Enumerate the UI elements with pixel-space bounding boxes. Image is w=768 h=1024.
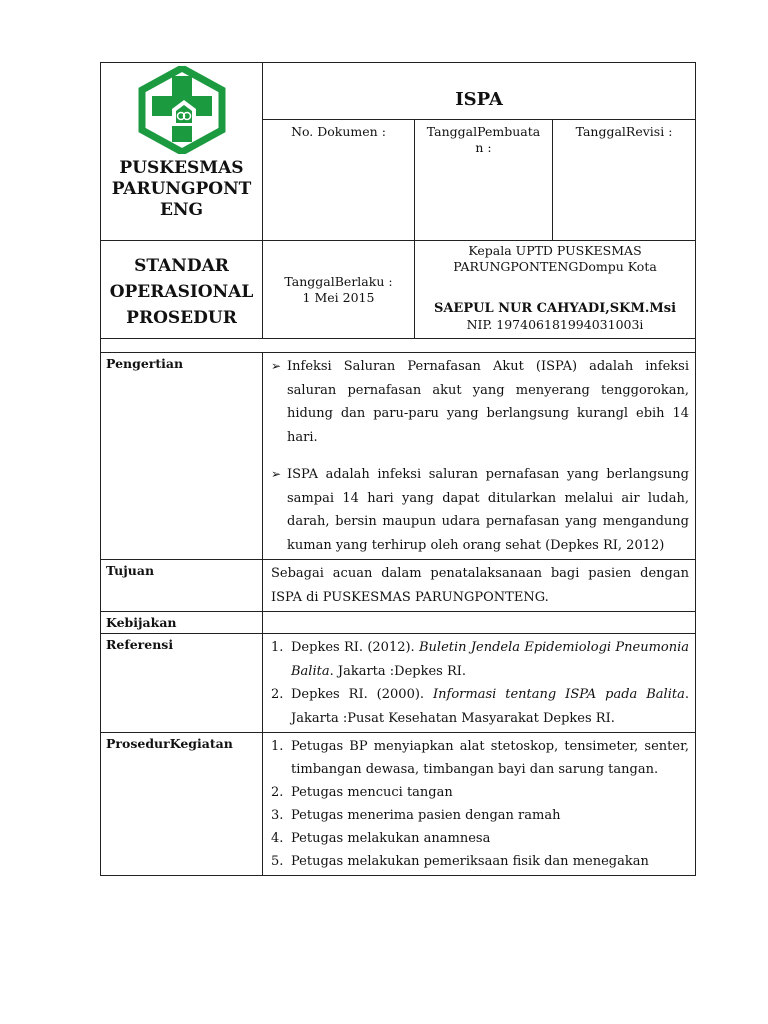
list-item: ➢ ISPA adalah infeksi saluran pernafasan yang berlangsung sampai 14 hari yang dapat ditularkan melalui air ludah, darah, bersin maupun udara pernafasan yang mengandung kuman yang terhirup oleh orang sehat (Depkes RI, 2012) xyxy=(271,463,689,557)
no-dokumen: No. Dokumen : xyxy=(263,120,415,241)
puskesmas-logo-icon xyxy=(132,66,232,154)
tujuan-content: Sebagai acuan dalam penatalaksanaan bagi pasien dengan ISPA di PUSKESMAS PARUNGPONTENG. xyxy=(263,560,696,612)
list-item: 5. Petugas melakukan pemeriksaan fisik dan menegakan xyxy=(271,854,649,869)
header-table xyxy=(100,62,696,339)
list-item: 3. Petugas menerima pasien dengan ramah xyxy=(271,808,561,823)
label-prosedur: ProsedurKegiatan xyxy=(101,733,263,876)
tanggal-revisi: TanggalRevisi : xyxy=(553,120,696,241)
kepala-name: SAEPUL NUR CAHYADI,SKM.Msi xyxy=(433,301,677,316)
kepala-nip: NIP. 197406181994031003i xyxy=(466,317,644,332)
logo-cell xyxy=(101,63,263,241)
sop-title: STANDAR OPERASIONAL PROSEDUR xyxy=(101,241,263,339)
tanggal-pembuatan: TanggalPembuata n : xyxy=(415,120,553,241)
list-item: 2. Petugas mencuci tangan xyxy=(271,785,453,800)
list-item: 4. Petugas melakukan anamnesa xyxy=(271,831,491,846)
label-referensi: Referensi xyxy=(101,634,263,733)
org-name: PUSKESMAS PARUNGPONT ENG xyxy=(111,158,252,220)
list-item: ➢ Infeksi Saluran Pernafasan Akut (ISPA) adalah infeksi saluran pernafasan akut yang menyerang tenggorokan, hidung dan paru-paru yang berlangsung kurangl ebih 14 hari. xyxy=(271,355,689,449)
list-item: 1. Petugas BP menyiapkan alat stetoskop, tensimeter, senter, timbangan dewasa, timbangan bayi dan sarung tangan. xyxy=(271,739,689,777)
referensi-content xyxy=(263,634,696,733)
spacer-row xyxy=(101,339,696,353)
kebijakan-content xyxy=(263,612,696,634)
arrow-bullet-icon: ➢ xyxy=(271,467,282,481)
document-title: ISPA xyxy=(263,63,696,120)
label-kebijakan: Kebijakan xyxy=(101,612,263,634)
prosedur-content xyxy=(263,733,696,876)
pengertian-content xyxy=(263,353,696,560)
tanggal-berlaku: TanggalBerlaku : 1 Mei 2015 xyxy=(263,241,415,339)
label-tujuan: Tujuan xyxy=(101,560,263,612)
list-item: 2. Depkes RI. (2000). Informasi tentang ISPA pada Balita. Jakarta :Pusat Kesehatan Masyarakat Depkes RI. xyxy=(271,687,689,726)
kepala-signature: Kepala UPTD PUSKESMAS PARUNGPONTENGDompu Kota SAEPUL NUR CAHYADI,SKM.Msi NIP. 197406181994031003i xyxy=(415,241,696,339)
label-pengertian: Pengertian xyxy=(101,353,263,560)
list-item: 1. Depkes RI. (2012). Buletin Jendela Epidemiologi Pneumonia Balita. Jakarta :Depkes RI. xyxy=(271,640,690,679)
arrow-bullet-icon: ➢ xyxy=(271,359,282,373)
content-table xyxy=(100,338,696,876)
sop-document xyxy=(100,62,695,876)
